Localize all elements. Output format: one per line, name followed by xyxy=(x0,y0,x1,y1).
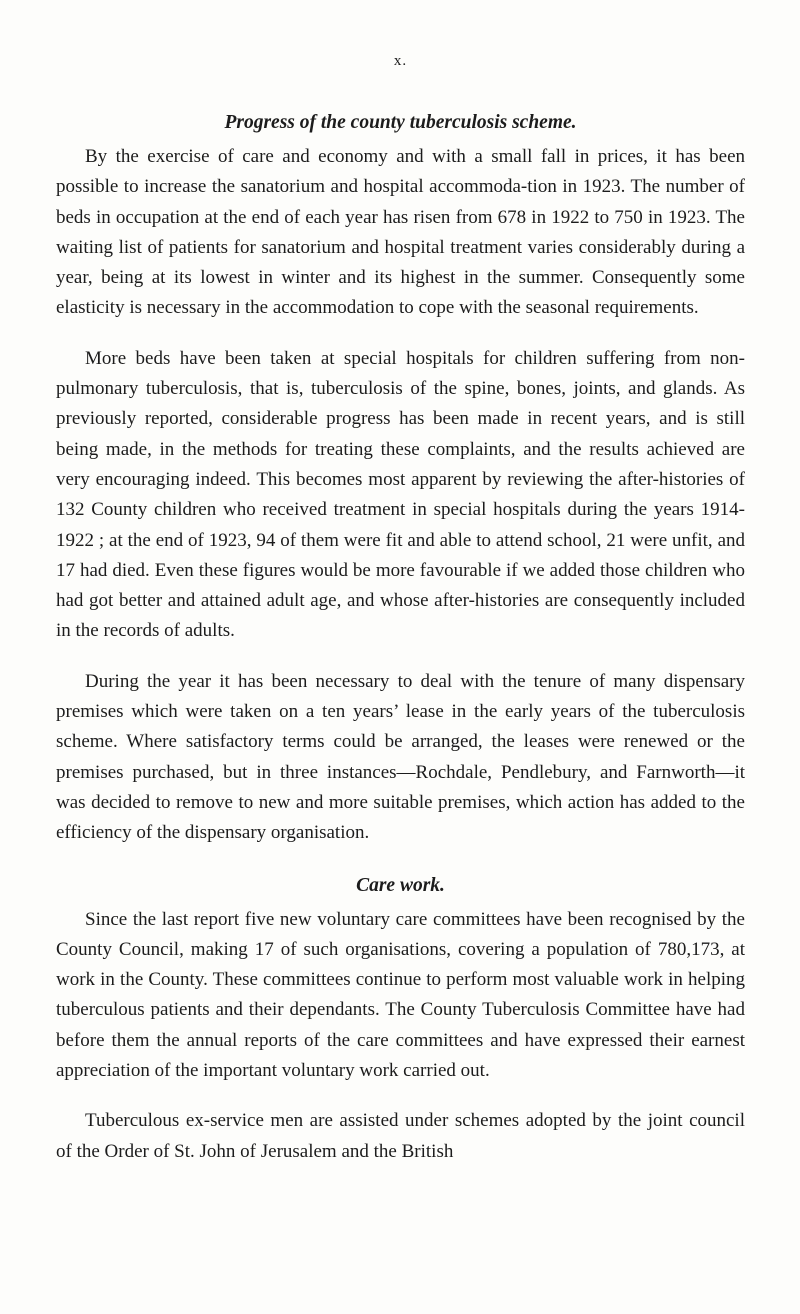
section-heading-progress: Progress of the county tuberculosis scheme. xyxy=(224,112,577,133)
paragraph-care-committees: Since the last report five new voluntary care committees have been recognised by the County Council, making 17 of such organisations, covering a population of 780,173, at work in the County. These committees continue to perform most valuable work in helping tuberculous patients and their dependants. The County Tuberculosis Committee have had before them the annual reports of the care committees and have expressed their earnest appreciation of the important voluntary work carried out. xyxy=(56,908,745,1082)
paragraph-children-hospitals: More beds have been taken at special hospitals for children suffering from non-pulmonary tuberculosis, that is, tuberculosis of the spine, bones, joints, and glands. As previously reported, considerable progress has been made in recent years, and is still being made, in the methods for treating these complaints, and the results achieved are very encouraging indeed. This becomes most apparent by reviewing the after-histories of 132 County children who received treatment in special hospitals during the years 1914-1922 ; at the end of 1923, 94 of them were fit and able to attend school, 21 were unfit, and 17 had died. Even these figures would be more favourable if we added those children who had got better and attained adult age, and whose after-histories are consequently included in the records of adults. xyxy=(56,347,745,642)
paragraph-ex-service-men: Tuberculous ex-service men are assisted under schemes adopted by the joint council of the Order of St. John of Jerusalem and the British xyxy=(56,1110,745,1162)
paragraph-dispensary-premises: During the year it has been necessary to deal with the tenure of many dispensary premises which were taken on a ten years’ lease in the early years of the tuberculosis scheme. Where satisfactory terms could be arranged, the leases were renewed or the premises purchased, but in three instances—Rochdale, Pendlebury, and Farnworth—it was decided to remove to new and more suitable premises, which action has added to the efficiency of the dispensary organisation. xyxy=(56,670,745,844)
section-progress xyxy=(56,110,745,849)
paragraph-accommodation: By the exercise of care and economy and with a small fall in prices, it has been possible to increase the sanatorium and hospital accommoda-tion in 1923. The number of beds in occupation at the end of each year has risen from 678 in 1922 to 750 in 1923. The waiting list of patients for sanatorium and hospital treatment varies considerably during a year, being at its lowest in winter and its highest in the summer. Consequently some elasticity is necessary in the accommodation to cope with the seasonal requirements. xyxy=(56,146,745,319)
section-care-work xyxy=(56,873,745,1167)
section-heading-care-work: Care work. xyxy=(356,874,445,896)
page-number: x. xyxy=(393,53,408,69)
